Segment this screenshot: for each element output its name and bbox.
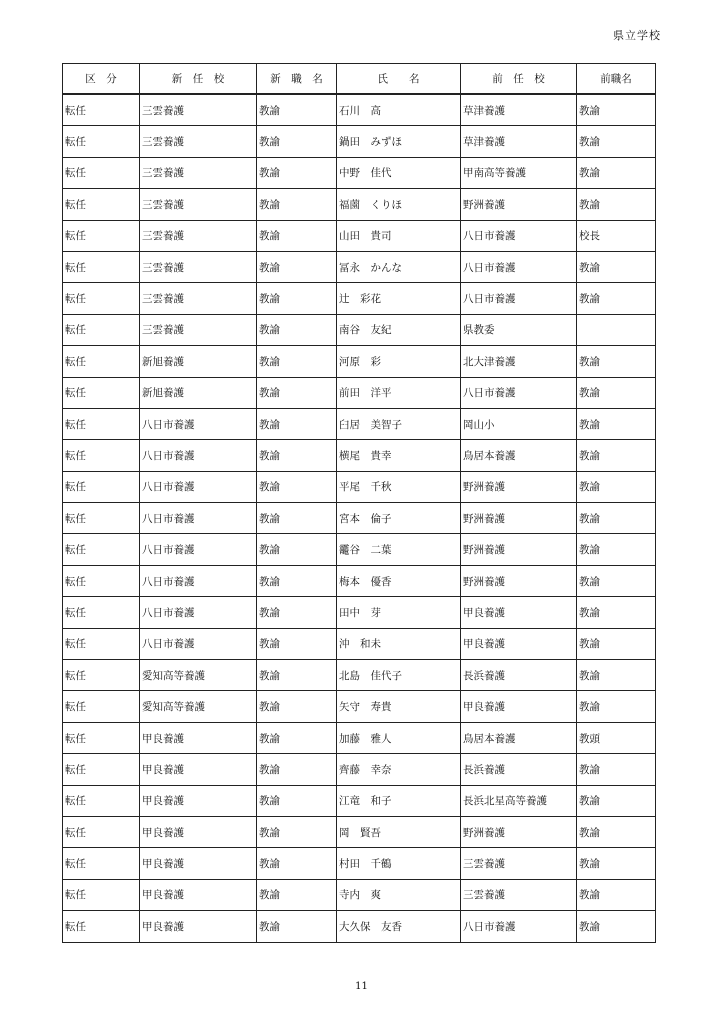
cell-division: 転任 <box>63 785 140 816</box>
cell-division: 転任 <box>63 754 140 785</box>
cell-previous-position: 教諭 <box>577 440 656 471</box>
table-row <box>63 220 656 251</box>
cell-new-position: 教諭 <box>257 911 337 942</box>
cell-division: 転任 <box>63 157 140 188</box>
cell-new-position: 教諭 <box>257 660 337 691</box>
table-row <box>63 534 656 565</box>
cell-name: 横尾 貴幸 <box>337 440 461 471</box>
cell-division: 転任 <box>63 189 140 220</box>
cell-division: 転任 <box>63 691 140 722</box>
cell-new-position: 教諭 <box>257 785 337 816</box>
table-row <box>63 660 656 691</box>
cell-previous-position: 教頭 <box>577 722 656 753</box>
cell-previous-school: 野洲養護 <box>461 816 577 847</box>
table-row <box>63 440 656 471</box>
cell-name: 梅本 優香 <box>337 565 461 596</box>
cell-new-school: 新旭養護 <box>140 377 257 408</box>
table-row <box>63 94 656 126</box>
cell-new-school: 甲良養護 <box>140 848 257 879</box>
cell-new-school: 愛知高等養護 <box>140 691 257 722</box>
cell-previous-school: 県教委 <box>461 314 577 345</box>
column-header-new-position: 新 職 名 <box>257 64 337 95</box>
cell-previous-position: 教諭 <box>577 503 656 534</box>
cell-division: 転任 <box>63 471 140 502</box>
table-row <box>63 283 656 314</box>
cell-new-school: 愛知高等養護 <box>140 660 257 691</box>
table-row <box>63 565 656 596</box>
cell-name: 岡 賢吾 <box>337 816 461 847</box>
cell-new-school: 甲良養護 <box>140 754 257 785</box>
cell-new-position: 教諭 <box>257 722 337 753</box>
cell-name: 村田 千鶴 <box>337 848 461 879</box>
cell-previous-position: 校長 <box>577 220 656 251</box>
cell-new-position: 教諭 <box>257 314 337 345</box>
cell-division: 転任 <box>63 628 140 659</box>
cell-division: 転任 <box>63 722 140 753</box>
cell-previous-school: 野洲養護 <box>461 189 577 220</box>
cell-new-school: 三雲養護 <box>140 251 257 282</box>
cell-division: 転任 <box>63 597 140 628</box>
cell-new-position: 教諭 <box>257 754 337 785</box>
cell-division: 転任 <box>63 565 140 596</box>
column-header-name: 氏 名 <box>337 64 461 95</box>
cell-new-position: 教諭 <box>257 126 337 157</box>
cell-previous-school: 岡山小 <box>461 408 577 439</box>
table-row <box>63 848 656 879</box>
cell-new-school: 八日市養護 <box>140 628 257 659</box>
cell-previous-position: 教諭 <box>577 848 656 879</box>
cell-previous-school: 野洲養護 <box>461 565 577 596</box>
cell-previous-school: 長浜養護 <box>461 754 577 785</box>
table-row <box>63 471 656 502</box>
cell-name: 寺内 爽 <box>337 879 461 910</box>
cell-new-position: 教諭 <box>257 848 337 879</box>
cell-new-school: 八日市養護 <box>140 408 257 439</box>
table-row <box>63 816 656 847</box>
cell-new-school: 三雲養護 <box>140 126 257 157</box>
cell-name: 前田 洋平 <box>337 377 461 408</box>
table-header <box>63 64 656 95</box>
cell-new-school: 三雲養護 <box>140 189 257 220</box>
cell-previous-school: 長浜養護 <box>461 660 577 691</box>
cell-name: 齊藤 幸奈 <box>337 754 461 785</box>
cell-previous-position: 教諭 <box>577 471 656 502</box>
cell-new-school: 八日市養護 <box>140 597 257 628</box>
cell-name: 江竜 和子 <box>337 785 461 816</box>
cell-new-position: 教諭 <box>257 471 337 502</box>
cell-name: 山田 貴司 <box>337 220 461 251</box>
cell-previous-position: 教諭 <box>577 691 656 722</box>
page-header-label: 県立学校 <box>613 29 661 42</box>
cell-previous-position: 教諭 <box>577 816 656 847</box>
cell-name: 大久保 友香 <box>337 911 461 942</box>
cell-new-position: 教諭 <box>257 157 337 188</box>
cell-new-school: 三雲養護 <box>140 157 257 188</box>
cell-previous-school: 甲良養護 <box>461 628 577 659</box>
cell-previous-school: 野洲養護 <box>461 503 577 534</box>
cell-division: 転任 <box>63 660 140 691</box>
table-row <box>63 189 656 220</box>
cell-previous-school: 三雲養護 <box>461 848 577 879</box>
column-header-previous-position: 前職名 <box>577 64 656 95</box>
cell-division: 転任 <box>63 251 140 282</box>
page-number: 11 <box>355 981 368 992</box>
table-row <box>63 597 656 628</box>
cell-division: 転任 <box>63 440 140 471</box>
cell-previous-position: 教諭 <box>577 157 656 188</box>
cell-division: 転任 <box>63 314 140 345</box>
cell-new-position: 教諭 <box>257 408 337 439</box>
cell-new-school: 甲良養護 <box>140 722 257 753</box>
cell-previous-school: 鳥居本養護 <box>461 440 577 471</box>
cell-new-school: 三雲養護 <box>140 94 257 126</box>
table-row <box>63 722 656 753</box>
cell-previous-position: 教諭 <box>577 911 656 942</box>
cell-new-position: 教諭 <box>257 565 337 596</box>
table-row <box>63 157 656 188</box>
cell-previous-position <box>577 314 656 345</box>
table-row <box>63 691 656 722</box>
cell-name: 福薗 くりほ <box>337 189 461 220</box>
cell-division: 転任 <box>63 94 140 126</box>
cell-division: 転任 <box>63 377 140 408</box>
table-body <box>63 94 656 942</box>
cell-previous-position: 教諭 <box>577 94 656 126</box>
cell-new-school: 甲良養護 <box>140 785 257 816</box>
cell-division: 転任 <box>63 848 140 879</box>
cell-name: 南谷 友紀 <box>337 314 461 345</box>
cell-division: 転任 <box>63 534 140 565</box>
cell-previous-school: 野洲養護 <box>461 534 577 565</box>
header-row <box>63 64 656 95</box>
cell-division: 転任 <box>63 220 140 251</box>
cell-name: 臼居 美智子 <box>337 408 461 439</box>
cell-new-position: 教諭 <box>257 503 337 534</box>
cell-previous-position: 教諭 <box>577 534 656 565</box>
cell-new-position: 教諭 <box>257 220 337 251</box>
cell-new-school: 甲良養護 <box>140 911 257 942</box>
cell-previous-school: 草津養護 <box>461 94 577 126</box>
cell-previous-position: 教諭 <box>577 377 656 408</box>
cell-previous-position: 教諭 <box>577 408 656 439</box>
table-row <box>63 251 656 282</box>
cell-new-position: 教諭 <box>257 189 337 220</box>
cell-new-school: 甲良養護 <box>140 816 257 847</box>
cell-division: 転任 <box>63 126 140 157</box>
cell-new-position: 教諭 <box>257 251 337 282</box>
cell-name: 加藤 雅人 <box>337 722 461 753</box>
table-row <box>63 911 656 942</box>
cell-previous-school: 八日市養護 <box>461 220 577 251</box>
cell-name: 中野 佳代 <box>337 157 461 188</box>
cell-name: 北島 佳代子 <box>337 660 461 691</box>
cell-name: 石川 高 <box>337 94 461 126</box>
cell-new-position: 教諭 <box>257 879 337 910</box>
cell-division: 転任 <box>63 408 140 439</box>
column-header-previous-school: 前 任 校 <box>461 64 577 95</box>
cell-new-position: 教諭 <box>257 628 337 659</box>
cell-new-position: 教諭 <box>257 597 337 628</box>
cell-name: 沖 和未 <box>337 628 461 659</box>
cell-new-school: 三雲養護 <box>140 283 257 314</box>
cell-new-position: 教諭 <box>257 440 337 471</box>
cell-new-position: 教諭 <box>257 534 337 565</box>
cell-new-school: 八日市養護 <box>140 440 257 471</box>
cell-previous-school: 八日市養護 <box>461 251 577 282</box>
cell-division: 転任 <box>63 346 140 377</box>
cell-previous-school: 野洲養護 <box>461 471 577 502</box>
cell-previous-position: 教諭 <box>577 754 656 785</box>
cell-name: 宮本 倫子 <box>337 503 461 534</box>
table-row <box>63 879 656 910</box>
cell-previous-school: 八日市養護 <box>461 911 577 942</box>
cell-name: 鍋田 みずほ <box>337 126 461 157</box>
table-row <box>63 346 656 377</box>
cell-new-position: 教諭 <box>257 283 337 314</box>
cell-name: 平尾 千秋 <box>337 471 461 502</box>
cell-previous-school: 甲良養護 <box>461 691 577 722</box>
cell-previous-position: 教諭 <box>577 879 656 910</box>
table-row <box>63 126 656 157</box>
cell-previous-position: 教諭 <box>577 189 656 220</box>
cell-new-position: 教諭 <box>257 816 337 847</box>
table-row <box>63 503 656 534</box>
cell-new-school: 八日市養護 <box>140 565 257 596</box>
cell-new-school: 八日市養護 <box>140 534 257 565</box>
personnel-table <box>62 63 656 943</box>
cell-division: 転任 <box>63 503 140 534</box>
cell-previous-school: 鳥居本養護 <box>461 722 577 753</box>
cell-division: 転任 <box>63 879 140 910</box>
cell-previous-position: 教諭 <box>577 565 656 596</box>
cell-new-school: 甲良養護 <box>140 879 257 910</box>
cell-division: 転任 <box>63 816 140 847</box>
cell-previous-school: 八日市養護 <box>461 283 577 314</box>
cell-division: 転任 <box>63 283 140 314</box>
cell-previous-position: 教諭 <box>577 597 656 628</box>
table-row <box>63 754 656 785</box>
table-row <box>63 628 656 659</box>
cell-name: 河原 彩 <box>337 346 461 377</box>
cell-previous-school: 甲良養護 <box>461 597 577 628</box>
table-row <box>63 408 656 439</box>
cell-name: 冨永 かんな <box>337 251 461 282</box>
column-header-new-school: 新 任 校 <box>140 64 257 95</box>
table-row <box>63 314 656 345</box>
cell-previous-position: 教諭 <box>577 251 656 282</box>
cell-previous-position: 教諭 <box>577 785 656 816</box>
cell-new-school: 三雲養護 <box>140 314 257 345</box>
cell-new-position: 教諭 <box>257 346 337 377</box>
cell-name: 龗谷 二葉 <box>337 534 461 565</box>
cell-division: 転任 <box>63 911 140 942</box>
cell-previous-school: 八日市養護 <box>461 377 577 408</box>
cell-new-school: 三雲養護 <box>140 220 257 251</box>
cell-previous-position: 教諭 <box>577 660 656 691</box>
cell-new-position: 教諭 <box>257 691 337 722</box>
cell-previous-position: 教諭 <box>577 628 656 659</box>
cell-new-position: 教諭 <box>257 377 337 408</box>
cell-name: 田中 芽 <box>337 597 461 628</box>
cell-previous-school: 北大津養護 <box>461 346 577 377</box>
cell-new-school: 八日市養護 <box>140 471 257 502</box>
cell-name: 辻 彩花 <box>337 283 461 314</box>
table-row <box>63 785 656 816</box>
cell-new-position: 教諭 <box>257 94 337 126</box>
table-row <box>63 377 656 408</box>
cell-name: 矢守 寿貴 <box>337 691 461 722</box>
cell-previous-school: 草津養護 <box>461 126 577 157</box>
cell-previous-school: 三雲養護 <box>461 879 577 910</box>
cell-previous-position: 教諭 <box>577 346 656 377</box>
column-header-division: 区 分 <box>63 64 140 95</box>
cell-previous-position: 教諭 <box>577 126 656 157</box>
cell-new-school: 新旭養護 <box>140 346 257 377</box>
cell-previous-school: 長浜北星高等養護 <box>461 785 577 816</box>
cell-previous-school: 甲南高等養護 <box>461 157 577 188</box>
cell-previous-position: 教諭 <box>577 283 656 314</box>
cell-new-school: 八日市養護 <box>140 503 257 534</box>
